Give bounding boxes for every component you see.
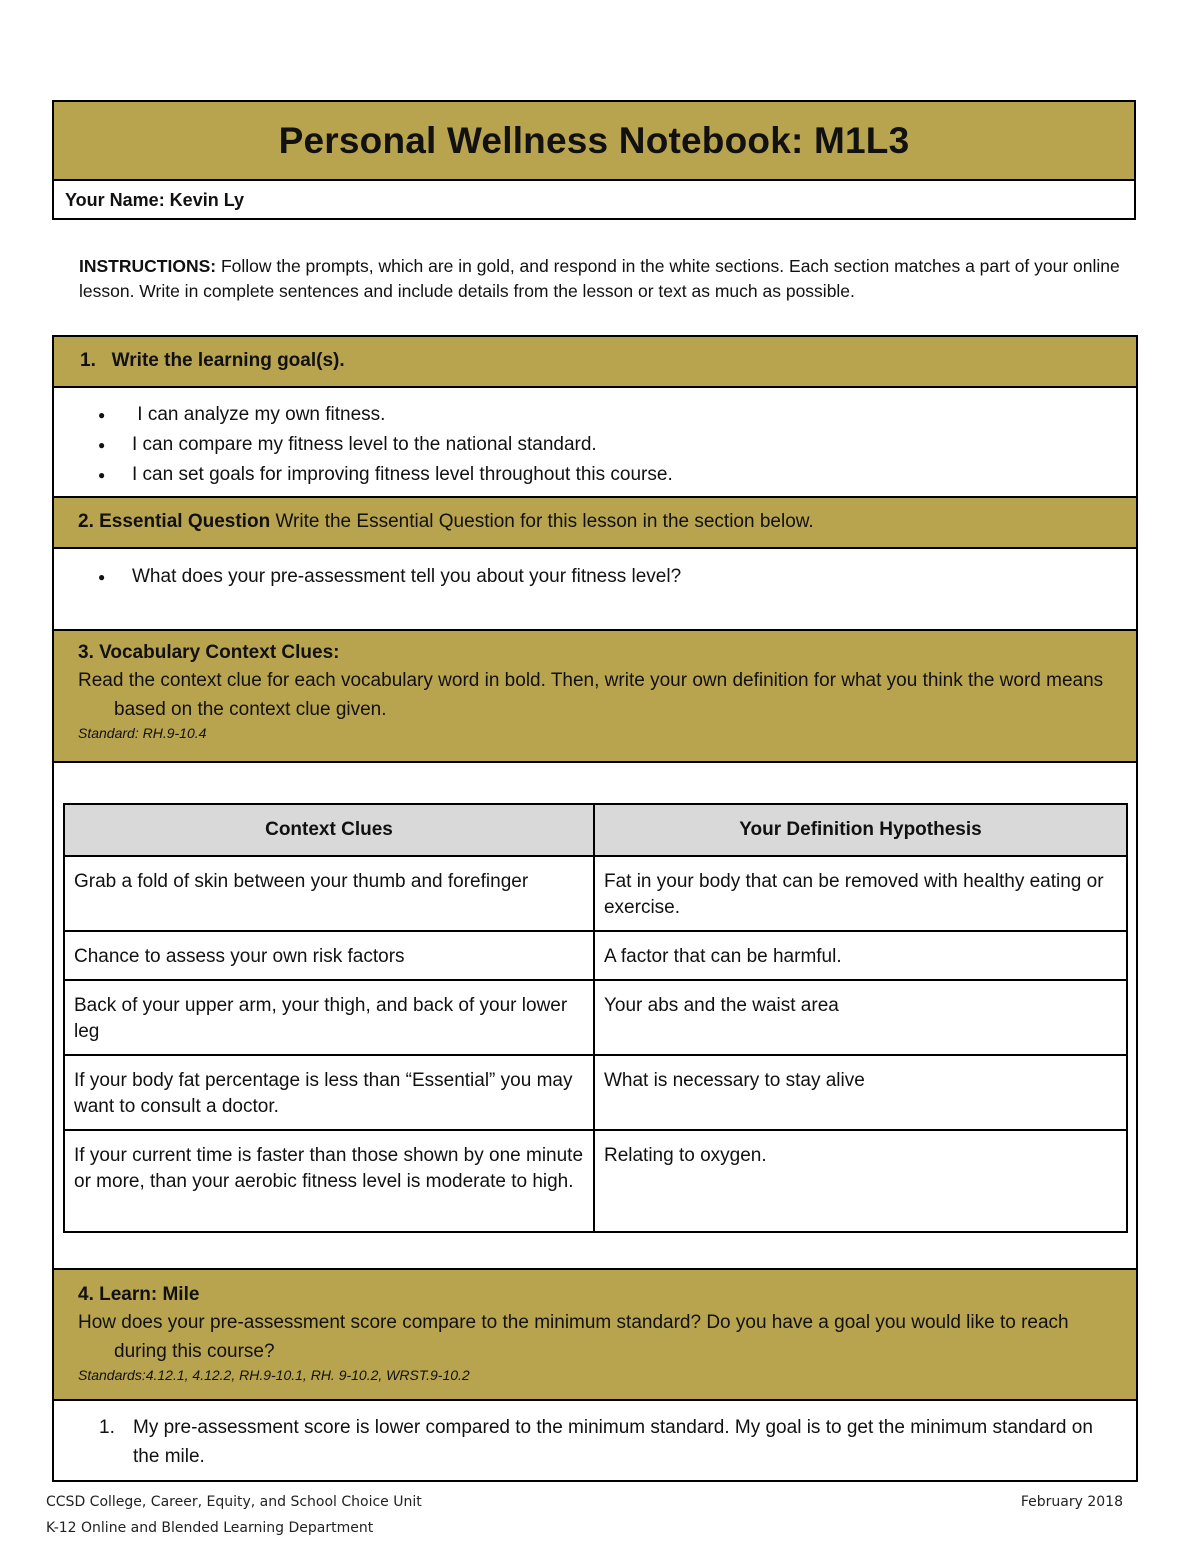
list-item: ● I can analyze my own fitness. [54, 400, 1136, 430]
context-clue-cell: Chance to assess your own risk factors [64, 931, 594, 980]
section2-prompt: Write the Essential Question for this lesson in the section below. [270, 511, 814, 532]
section4-response[interactable] [54, 1401, 1136, 1480]
table-row [64, 1130, 1127, 1232]
definition-cell[interactable]: What is necessary to stay alive [594, 1055, 1127, 1130]
instructions [79, 254, 1134, 304]
table-row [64, 1055, 1127, 1130]
section2-heading: 2. Essential Question [78, 511, 271, 532]
mile-answer: My pre-assessment score is lower compared to the minimum standard. My goal is to get the minimum standard on the mile. [133, 1417, 1093, 1467]
table-row [64, 856, 1127, 931]
section4-header [54, 1268, 1136, 1401]
column-header-definition: Your Definition Hypothesis [594, 804, 1127, 856]
section2-header [54, 498, 1136, 549]
section3-header [54, 631, 1136, 763]
section3-heading: 3. Vocabulary Context Clues: [78, 642, 340, 663]
section2-response[interactable] [54, 549, 1136, 631]
table-row [64, 931, 1127, 980]
list-item: ● I can compare my fitness level to the national standard. [54, 430, 1136, 460]
footer-date: February 2018 [1020, 1494, 1123, 1510]
section1-response[interactable] [54, 388, 1136, 498]
title-band [54, 102, 1134, 181]
context-clue-cell: If your body fat percentage is less than “Essential” you may want to consult a doctor. [64, 1055, 594, 1130]
page-title: Personal Wellness Notebook: M1L3 [278, 119, 910, 161]
definition-cell[interactable]: Relating to oxygen. [594, 1130, 1127, 1232]
section1-header [54, 337, 1136, 388]
table-row [64, 980, 1127, 1055]
answer-number: 1. [99, 1417, 115, 1438]
definition-cell[interactable]: Your abs and the waist area [594, 980, 1127, 1055]
column-header-context-clues: Context Clues [64, 804, 594, 856]
section3-standard: Standard: RH.9-10.4 [78, 725, 207, 741]
section4-heading: 4. Learn: Mile [78, 1284, 200, 1305]
learning-goals-list [54, 400, 1136, 490]
definition-cell[interactable]: Fat in your body that can be removed with healthy eating or exercise. [594, 856, 1127, 931]
essential-question-list [54, 562, 1136, 592]
context-clue-cell: If your current time is faster than those shown by one minute or more, than your aerobic fitness level is moderate to high. [64, 1130, 594, 1232]
footer-department: K-12 Online and Blended Learning Department [46, 1520, 374, 1536]
title-box [52, 100, 1136, 220]
instructions-label: INSTRUCTIONS: [79, 256, 217, 276]
student-name: Your Name: Kevin Ly [65, 190, 245, 210]
instructions-text: Follow the prompts, which are in gold, and respond in the white sections. Each section matches a part of your online lesson. Write in complete sentences and include details from the lesson or text as much as possible. [79, 256, 1120, 301]
section4-prompt: How does your pre-assessment score compare to the minimum standard? Do you have a goal you would like to reach during this course? [78, 1312, 1069, 1362]
section4-standard: Standards:4.12.1, 4.12.2, RH.9-10.1, RH. 9-10.2, WRST.9-10.2 [78, 1367, 470, 1383]
context-clue-cell: Grab a fold of skin between your thumb and forefinger [64, 856, 594, 931]
footer-unit: CCSD College, Career, Equity, and School Choice Unit [46, 1494, 422, 1510]
context-clue-cell: Back of your upper arm, your thigh, and back of your lower leg [64, 980, 594, 1055]
section1-heading: 1. Write the learning goal(s). [80, 350, 345, 371]
section3-prompt: Read the context clue for each vocabulary word in bold. Then, write your own definition for what you think the word means based on the context clue given. [78, 670, 1104, 720]
list-item: ● What does your pre-assessment tell you about your fitness level? [54, 562, 1136, 592]
definition-cell[interactable]: A factor that can be harmful. [594, 931, 1127, 980]
list-item: ● I can set goals for improving fitness level throughout this course. [54, 460, 1136, 490]
worksheet [52, 335, 1138, 1482]
vocabulary-table [63, 803, 1128, 1233]
table-header-row [64, 804, 1127, 856]
